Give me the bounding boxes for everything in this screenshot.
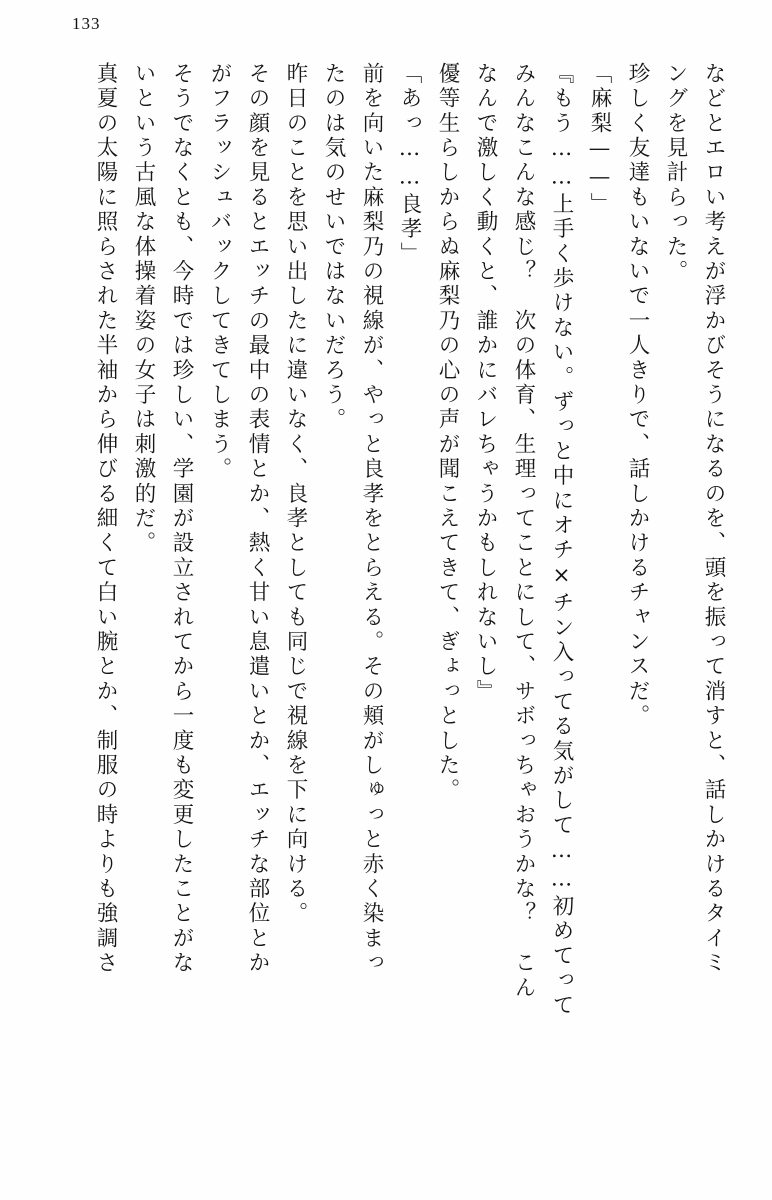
text-column: 『もう……上手く歩けない。ずっと中にオチ×チン入ってる気がして……初めてって xyxy=(549,62,574,1019)
text-column: などとエロい考えが浮かびそうになるのを、頭を振って消すと、話しかけるタイミ xyxy=(701,62,726,976)
text-column: いという古風な体操着姿の女子は刺激的だ。 xyxy=(131,62,156,556)
text-column: 優等生らしからぬ麻梨乃の心の声が聞こえてきて、ぎょっとした。 xyxy=(435,62,460,803)
text-column: たのは気のせいではないだろう。 xyxy=(321,62,346,433)
text-column: 真夏の太陽に照らされた半袖から伸びる細くて白い腕とか、制服の時よりも強調さ xyxy=(93,62,118,976)
text-column: 昨日のことを思い出したに違いなく、良孝としても同じで視線を下に向ける。 xyxy=(283,62,308,927)
text-column: ングを見計らった。 xyxy=(663,62,688,285)
body-text-block xyxy=(40,62,724,1166)
text-column: みんなこんな感じ？ 次の体育、生理ってことにして、サボっちゃおうかな？ こん xyxy=(511,62,536,1001)
text-column: その顔を見るとエッチの最中の表情とか、熱く甘い息遣いとか、エッチな部位とか xyxy=(245,62,270,976)
text-column: がフラッシュバックしてきてしまう。 xyxy=(207,62,232,482)
text-column: 「あっ……良孝」 xyxy=(397,62,422,267)
text-column: 「麻梨——」 xyxy=(587,62,612,218)
text-column: そうでなくとも、今時では珍しい、学園が設立されてから一度も変更したことがな xyxy=(169,62,194,976)
text-column: 珍しく友達もいないで一人きりで、話しかけるチャンスだ。 xyxy=(625,62,650,729)
page-number: 133 xyxy=(72,14,101,33)
text-column: 前を向いた麻梨乃の視線が、やっと良孝をとらえる。その頬がしゅっと赤く染まっ xyxy=(359,62,384,976)
text-column: なんで激しく動くと、誰かにバレちゃうかもしれないし』 xyxy=(473,62,498,705)
